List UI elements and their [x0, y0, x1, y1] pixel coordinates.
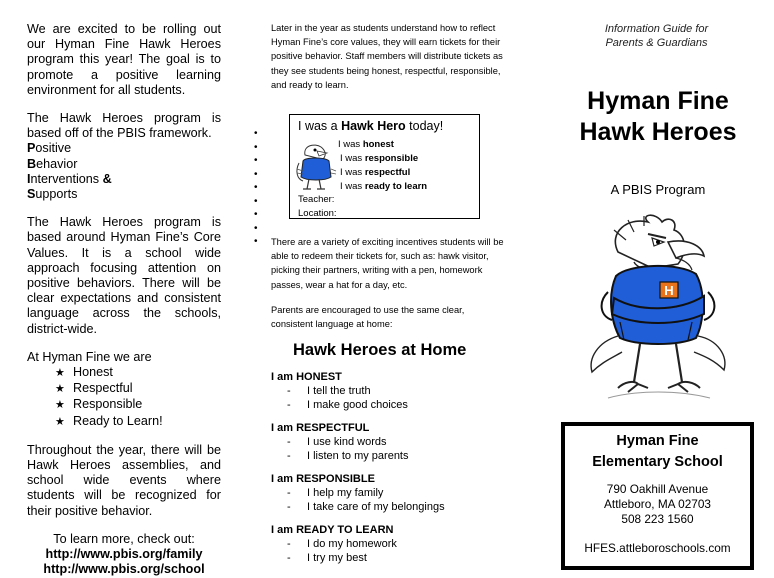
pbis-family-link[interactable]: http://www.pbis.org/family — [45, 547, 203, 562]
list-item: ★ Responsible — [55, 397, 221, 413]
home-group-ready: I am READY TO LEARN - I do my homework - I try my best — [271, 524, 397, 564]
brochure-title: Hyman Fine Hawk Heroes — [579, 87, 737, 146]
pbis-acronym: Positive Behavior Interventions & Supports — [27, 141, 112, 202]
ticket-heading: I was a Hawk Hero today! — [298, 119, 444, 133]
pbis-school-link[interactable]: http://www.pbis.org/school — [43, 562, 205, 577]
star-icon: ★ — [55, 367, 65, 380]
framework-paragraph: The Hawk Heroes program is based off of the PBIS framework. — [27, 111, 221, 141]
intro-paragraph: We are excited to be rolling out our Hyman Fine Hawk Heroes program this year! The goal is to promote a positive learning environment for all students. — [27, 22, 221, 97]
home-group-honest: I am HONEST - I tell the truth - I make good choices — [271, 371, 408, 411]
left-panel — [27, 0, 221, 578]
list-item: ★ Respectful — [55, 381, 221, 397]
we-are-list: At Hyman Fine we are ★ Honest ★ Respectful ★ Responsible ★ Ready to Learn! — [27, 350, 221, 430]
bullet-dots: • • • • • • • • • — [254, 128, 258, 247]
hawk-mascot-small-icon — [295, 141, 337, 193]
home-group-responsible: I am RESPONSIBLE - I help my family - I take care of my belongings — [271, 473, 445, 513]
home-values-list — [271, 370, 445, 574]
svg-text:H: H — [664, 283, 674, 298]
list-item: ★ Honest — [55, 365, 221, 381]
parents-paragraph: Parents are encouraged to use the same clear, consistent language at home: — [271, 305, 465, 330]
guide-subheading: Information Guide for Parents & Guardians — [604, 23, 709, 49]
list-item: ★ Ready to Learn! — [55, 414, 221, 430]
ticket-teacher-label: Teacher: — [298, 194, 335, 205]
core-values-paragraph: The Hawk Heroes program is based around Hyman Fine’s Core Values. It is a school wide approach focusing attention on positive behaviors. There will be clear expectations and consistent language across the schools, district-wide. — [27, 215, 221, 336]
incentives-paragraph: There are a variety of exciting incentives students will be able to redeem their tickets for, such as: hawk visitor, picking their partners, writing with a pen, homework passes, wear a hat for a day, etc. — [271, 237, 504, 290]
ticket-lines: I was honest I was responsible I was respectful I was ready to learn — [338, 139, 428, 192]
school-name: Hyman Fine Elementary School — [592, 433, 723, 470]
hawk-mascot-icon — [578, 212, 738, 407]
learn-more: To learn more, check out: http://www.pbis.org/family http://www.pbis.org/school — [27, 532, 221, 578]
hawk-hero-ticket — [289, 114, 480, 219]
school-info-box — [561, 422, 754, 570]
star-icon: ★ — [55, 399, 65, 412]
school-phone: 508 223 1560 — [621, 512, 694, 526]
brochure-subtitle: A PBIS Program — [610, 182, 706, 197]
home-section-title: Hawk Heroes at Home — [293, 341, 467, 359]
star-icon: ★ — [55, 415, 65, 428]
star-icon: ★ — [55, 383, 65, 396]
school-website[interactable]: HFES.attleboroschools.com — [584, 541, 731, 555]
tickets-paragraph: Later in the year as students understand how to reflect Hyman Fine’s core values, they will earn tickets for their positive behavior. Staff members will distribute tickets as they see students being honest, respectful, responsible, and ready to learn. — [271, 23, 503, 90]
home-group-respectful: I am RESPECTFUL - I use kind words - I listen to my parents — [271, 422, 409, 462]
ticket-location-label: Location: — [298, 208, 337, 219]
school-address: 790 Oakhill Avenue Attleboro, MA 02703 508 223 1560 — [565, 482, 750, 527]
assemblies-paragraph: Throughout the year, there will be Hawk Heroes assemblies, and school wide events where students will be recognized for their positive behavior. — [27, 442, 221, 518]
